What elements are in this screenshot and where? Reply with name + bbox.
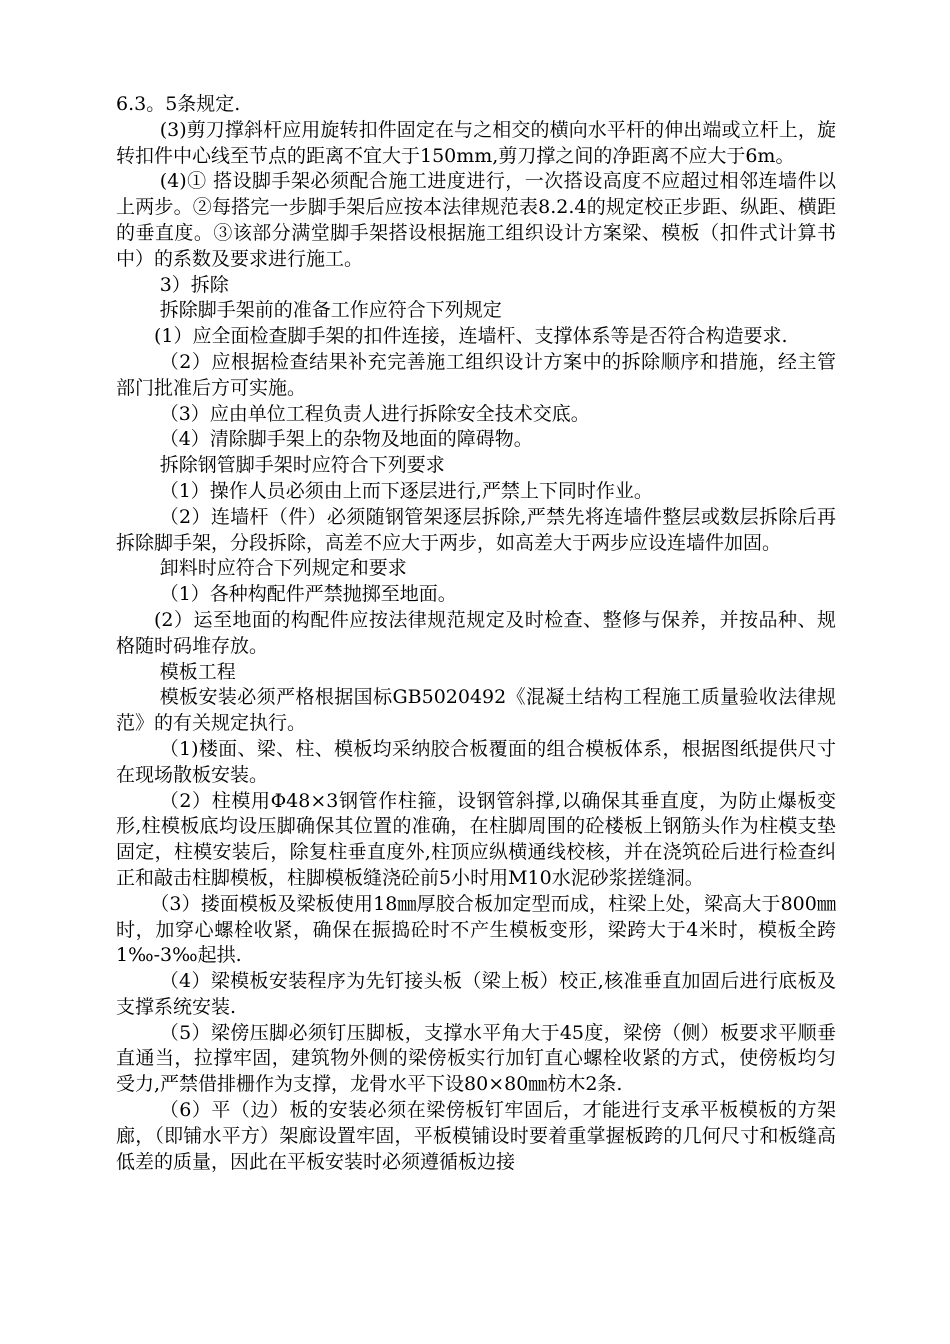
paragraph-2: (3)剪刀撑斜杆应用旋转扣件固定在与之相交的横向水平杆的伸出端或立杆上，旋转扣件中心线至节点的距离不宜大于150mm,剪刀撑之间的净距离不应大于6m。 (116, 118, 836, 167)
document-page (116, 92, 836, 1175)
paragraph-17: 模板安装必须严格根据国标GB5020492《混凝土结构工程施工质量验收法律规范》的有关规定执行。 (116, 686, 836, 735)
paragraph-9: （4）清除脚手架上的杂物及地面的障碍物。 (159, 428, 533, 451)
paragraph-15: (2）运至地面的构配件应按法律规范规定及时检查、整修与保养，并按品种、规格随时码堆存放。 (116, 608, 836, 657)
paragraph-13: 卸料时应符合下列规定和要求 (159, 557, 407, 580)
section-heading-formwork: 模板工程 (159, 660, 236, 683)
paragraph-6: (1）应全面检查脚手架的扣件连接，连墙杆、支撑体系等是否符合构造要求. (154, 325, 788, 348)
paragraph-21: （4）梁模板安装程序为先钉接头板（梁上板）校正,核准垂直加固后进行底板及支撑系统安装. (116, 970, 836, 1018)
paragraph-11: （1）操作人员必须由上而下逐层进行,严禁上下同时作业。 (159, 479, 653, 502)
paragraph-7: （2）应根据检查结果补充完善施工组织设计方案中的拆除顺序和措施，经主管部门批准后方可实施。 (116, 350, 836, 399)
paragraph-22: （5）梁傍压脚必须钉压脚板，支撑水平角大于45度，梁傍（侧）板要求平顺垂直通当，拉撑牢固，建筑物外侧的梁傍板实行加钉直心螺栓收紧的方式，使傍板均匀受力,严禁借排栅作为支撑，龙骨水平下设80×80㎜枋木2条. (116, 1021, 836, 1096)
section-heading-removal: 3）拆除 (159, 273, 229, 296)
paragraph-14: （1）各种构配件严禁抛掷至地面。 (159, 583, 457, 606)
paragraph-8: （3）应由单位工程负责人进行拆除安全技术交底。 (159, 402, 590, 425)
paragraph-5: 拆除脚手架前的准备工作应符合下列规定 (159, 299, 502, 322)
paragraph-10: 拆除钢管脚手架时应符合下列要求 (159, 454, 445, 477)
paragraph-19: （2）柱模用Φ48×3钢管作柱箍，设钢管斜撑,以确保其垂直度，为防止爆板变形,柱模板底均设压脚确保其位置的准确，在柱脚周围的砼楼板上钢筋头作为柱模支垫固定，柱模安装后，除复柱垂直度外,柱顶应纵横通线校核，并在浇筑砼后进行检查纠正和敲击柱脚模板，柱脚模板缝浇砼前5小时用M10水泥砂浆搓缝洞。 (116, 789, 836, 889)
paragraph-12: （2）连墙杆（件）必须随钢管架逐层拆除,严禁先将连墙件整层或数层拆除后再拆除脚手架，分段拆除，高差不应大于两步，如高差大于两步应设连墙件加固。 (116, 505, 836, 554)
paragraph-3: (4)① 搭设脚手架必须配合施工进度进行，一次搭设高度不应超过相邻连墙件以上两步。②每搭完一步脚手架后应按本法律规范表8.2.4的规定校正步距、纵距、横距的垂直度。③该部分满堂脚手架搭设根据施工组织设计方案梁、模板（扣件式计算书中）的系数及要求进行施工。 (116, 170, 836, 270)
paragraph-18: （1)楼面、梁、柱、模板均采纳胶合板覆面的组合模板体系，根据图纸提供尺寸在现场散板安装。 (116, 737, 836, 786)
paragraph-1: 6.3。5条规定. (116, 93, 241, 115)
paragraph-23: （6）平（边）板的安装必须在梁傍板钉牢固后，才能进行支承平板模板的方架廊，（即铺水平方）架廊设置牢固，平板模铺设时要着重掌握板跨的几何尺寸和板缝高低差的质量，因此在平板安装时必须遵循板边接 (116, 1099, 836, 1173)
paragraph-20: （3）搂面模板及梁板使用18㎜厚胶合板加定型而成，柱梁上处，梁高大于800㎜时，加穿心螺栓收紧，确保在振捣砼时不产生模板变形，梁跨大于4米时，模板全跨1‰-3‰起拱. (116, 892, 836, 967)
